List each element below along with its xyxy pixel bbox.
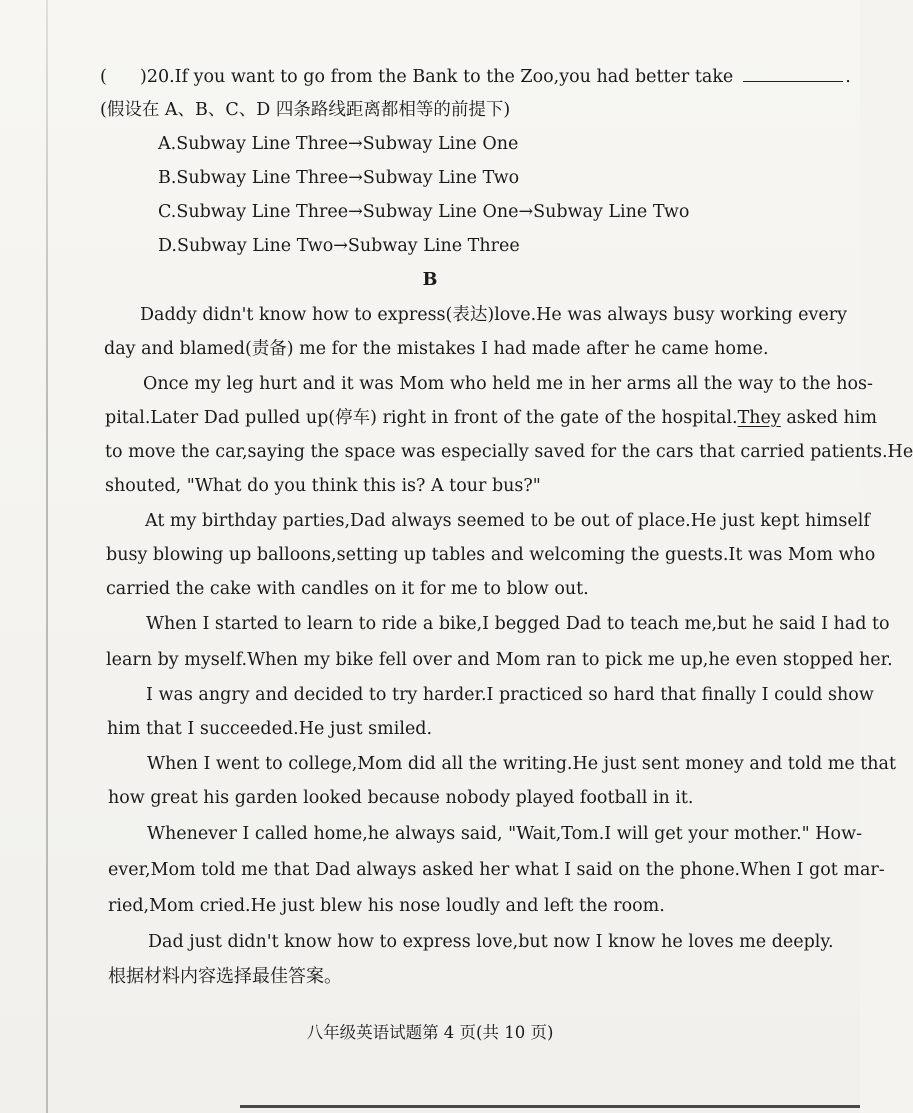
- answer-blank: [743, 67, 843, 82]
- passage-line: [105, 406, 877, 430]
- passage-line: him that I succeeded.He just smiled.: [107, 719, 433, 739]
- passage-line: Whenever I called home,he always said, "Wait,Tom.I will get your mother." How-: [147, 824, 862, 844]
- passage-line: Once my leg hurt and it was Mom who held me in her arms all the way to the hos-: [143, 374, 873, 394]
- bottom-edge-line: [240, 1105, 860, 1108]
- passage-line: to move the car,saying the space was especially saved for the cars that carried patients.He: [105, 442, 913, 462]
- passage-line: shouted, "What do you think this is? A tour bus?": [105, 476, 541, 496]
- passage-line: carried the cake with candles on it for me to blow out.: [106, 579, 589, 599]
- option-b: B.Subway Line Three→Subway Line Two: [158, 168, 520, 188]
- question-note: (假设在 A、B、C、D 四条路线距离都相等的前提下): [100, 100, 511, 120]
- page-footer: 八年级英语试题第 4 页(共 10 页): [306, 1023, 554, 1042]
- passage-line: When I went to college,Mom did all the writing.He just sent money and told me that: [147, 754, 897, 774]
- passage-line: busy blowing up balloons,setting up tables and welcoming the guests.It was Mom who: [106, 545, 876, 565]
- passage-line: learn by myself.When my bike fell over and Mom ran to pick me up,he even stopped her.: [106, 650, 893, 670]
- passage-line: ried,Mom cried.He just blew his nose loudly and left the room.: [108, 896, 665, 916]
- passage-line: how great his garden looked because nobody played football in it.: [108, 788, 694, 808]
- passage-line: At my birthday parties,Dad always seemed to be out of place.He just kept himself: [145, 511, 870, 531]
- option-a: A.Subway Line Three→Subway Line One: [158, 134, 519, 154]
- passage-line: Daddy didn't know how to express(表达)love.He was always busy working every: [140, 305, 848, 325]
- question-stem-text: 20.If you want to go from the Bank to the Zoo,you had better take: [146, 67, 734, 87]
- passage-line: day and blamed(责备) me for the mistakes I had made after he came home.: [104, 339, 769, 359]
- section-title-b: B: [422, 270, 438, 290]
- answer-paren-open: (: [100, 67, 107, 87]
- question-stem-end: .: [845, 67, 851, 87]
- passage-text: pital.Later Dad pulled up(停车) right in front of the gate of the hospital.: [105, 408, 738, 428]
- binding-margin-line: [46, 0, 48, 1113]
- passage-line: ever,Mom told me that Dad always asked her what I said on the phone.When I got mar-: [108, 860, 885, 880]
- passage-line: When I started to learn to ride a bike,I begged Dad to teach me,but he said I had to: [146, 614, 890, 634]
- instruction-text: 根据材料内容选择最佳答案。: [108, 966, 342, 987]
- passage-line: I was angry and decided to try harder.I practiced so hard that finally I could show: [146, 685, 874, 705]
- option-c: C.Subway Line Three→Subway Line One→Subway Line Two: [158, 202, 690, 222]
- underlined-word-they: They: [737, 408, 781, 428]
- passage-text: asked him: [780, 408, 877, 428]
- question-20-stem: [100, 65, 851, 89]
- passage-line: Dad just didn't know how to express love,but now I know he loves me deeply.: [148, 932, 834, 952]
- answer-paren-close: ): [140, 67, 147, 87]
- option-d: D.Subway Line Two→Subway Line Three: [158, 236, 520, 256]
